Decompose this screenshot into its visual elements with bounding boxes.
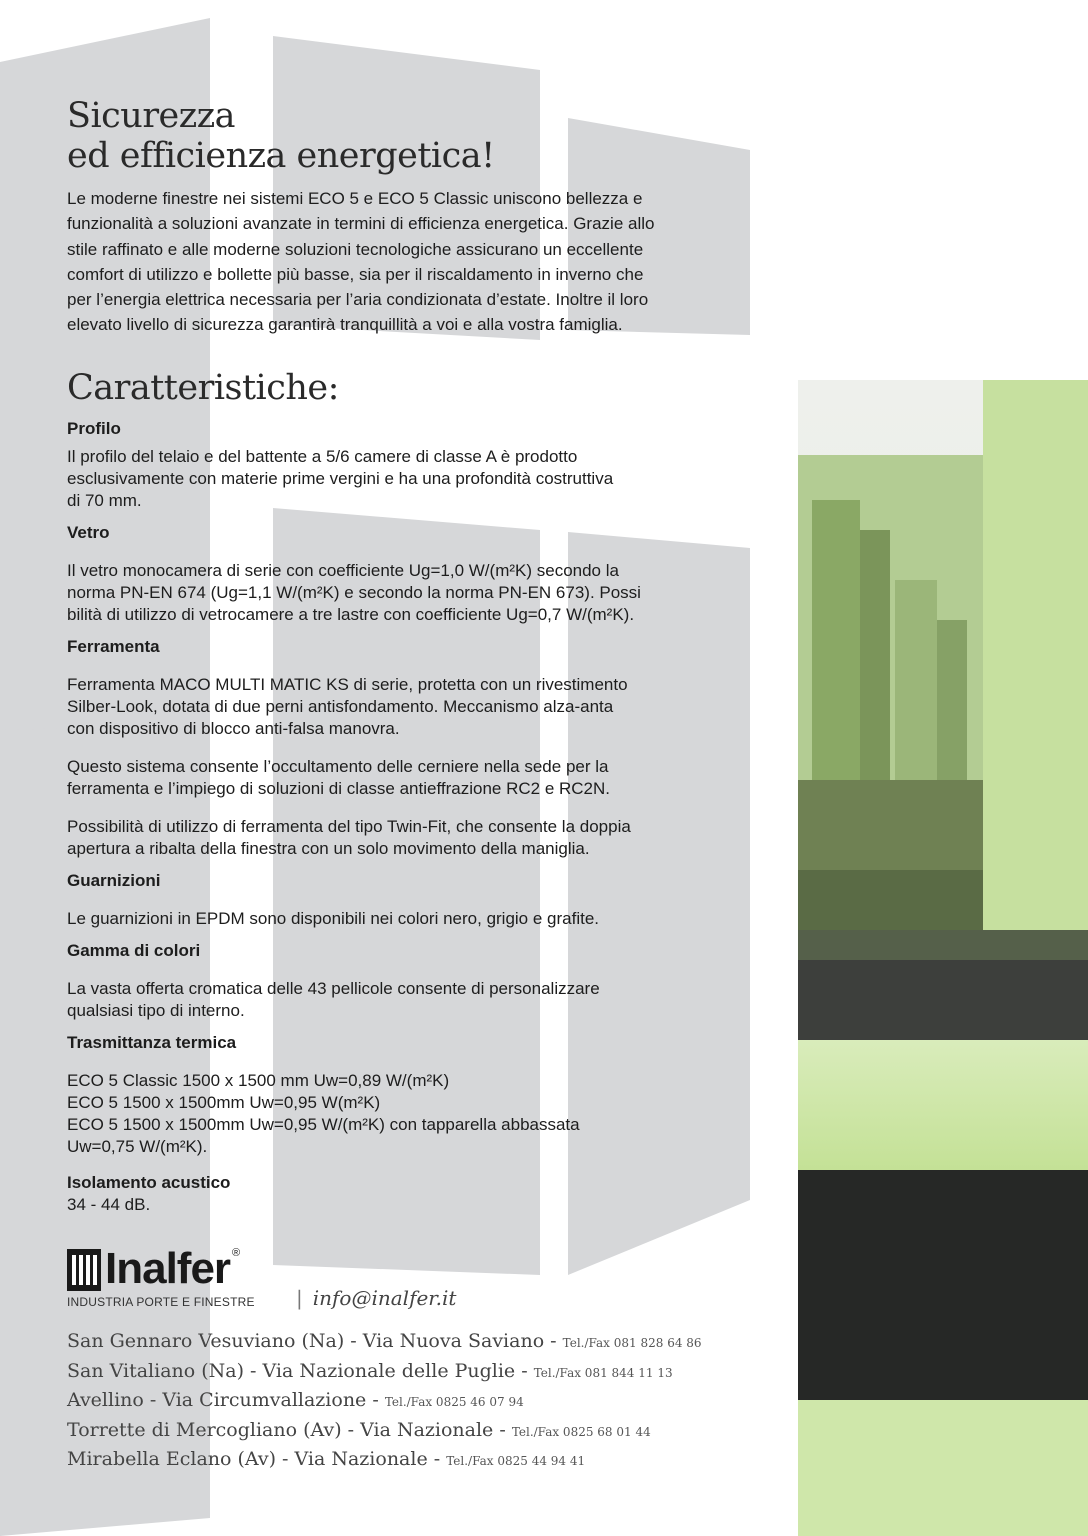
address-line bbox=[67, 1328, 702, 1358]
text-line: qualsiasi tipo di interno. bbox=[67, 1000, 245, 1020]
title-line-1: Sicurezza bbox=[67, 96, 236, 136]
logo-subtitle: INDUSTRIA PORTE E FINESTRE bbox=[67, 1295, 255, 1309]
page-title bbox=[67, 96, 767, 176]
section-title-vetro: Vetro bbox=[67, 522, 110, 542]
text-line: La vasta offerta cromatica delle 43 pellicole consente di personalizzare bbox=[67, 978, 600, 998]
address-line bbox=[67, 1387, 702, 1417]
ferramenta-text-2 bbox=[67, 756, 767, 800]
email-link[interactable]: info@inalfer.it bbox=[312, 1286, 457, 1310]
text-line: Questo sistema consente l’occultamento delle cerniere nella sede per la bbox=[67, 756, 609, 776]
text-line: apertura a ribalta della finestra con un solo movimento della maniglia. bbox=[67, 838, 590, 858]
guarnizioni-text bbox=[67, 908, 767, 930]
features-heading: Caratteristiche: bbox=[67, 367, 339, 408]
text-line: Il vetro monocamera di serie con coefficiente Ug=1,0 W/(m²K) secondo la bbox=[67, 560, 619, 580]
ferramenta-text-1 bbox=[67, 674, 767, 740]
title-line-2: ed efficienza energetica! bbox=[67, 136, 495, 176]
text-line: ECO 5 Classic 1500 x 1500 mm Uw=0,89 W/(m²K) bbox=[67, 1070, 450, 1090]
logo-name: Inalfer bbox=[105, 1244, 231, 1293]
intro-line: funzionalità a soluzioni avanzate in termini di efficienza energetica. Grazie allo bbox=[67, 214, 655, 234]
section-title-profilo: Profilo bbox=[67, 418, 121, 438]
address-place: San Gennaro Vesuviano (Na) - Via Nuova Saviano - bbox=[67, 1330, 557, 1352]
section-title-trasmittanza: Trasmittanza termica bbox=[67, 1032, 237, 1052]
address-place: Torrette di Mercogliano (Av) - Via Nazionale - bbox=[67, 1418, 506, 1441]
address-line bbox=[67, 1358, 702, 1388]
trasmittanza-text bbox=[67, 1070, 767, 1158]
address-line bbox=[67, 1417, 702, 1447]
text-line: con dispositivo di blocco anti-falsa manovra. bbox=[67, 718, 400, 738]
intro-paragraph bbox=[67, 186, 767, 338]
text-line: ferramenta e l’impiego di soluzioni di classe antieffrazione RC2 e RC2N. bbox=[67, 778, 611, 798]
interior-photo bbox=[798, 380, 1088, 1536]
address-phone: Tel./Fax 0825 46 07 94 bbox=[384, 1395, 524, 1409]
text-line: Il profilo del telaio e del battente a 5/6 camere di classe A è prodotto bbox=[67, 446, 578, 466]
address-phone: Tel./Fax 0825 68 01 44 bbox=[511, 1424, 651, 1439]
profilo-text bbox=[67, 446, 767, 512]
intro-line: stile raffinato e alle moderne soluzioni tecnologiche assicurano un eccellente bbox=[67, 239, 644, 259]
divider: | bbox=[296, 1286, 303, 1310]
address-list bbox=[67, 1328, 702, 1476]
text-line: ECO 5 1500 x 1500mm Uw=0,95 W/(m²K) con tapparella abbassata bbox=[67, 1114, 580, 1134]
section-title-ferramenta: Ferramenta bbox=[67, 636, 160, 656]
section-title-gamma: Gamma di colori bbox=[67, 940, 201, 960]
main-content bbox=[67, 96, 767, 1216]
section-title-isolamento: Isolamento acustico bbox=[67, 1172, 231, 1192]
logo-mark-icon bbox=[67, 1249, 101, 1291]
ferramenta-text-3 bbox=[67, 816, 767, 860]
text-line: norma PN-EN 674 (Ug=1,1 W/(m²K) e secondo la norma PN-EN 673). Possi bbox=[67, 582, 641, 602]
gamma-text bbox=[67, 978, 767, 1022]
intro-line: elevato livello di sicurezza garantirà tranquillità a voi e alla vostra famiglia. bbox=[67, 315, 623, 335]
text-line: bilità di utilizzo di vetrocamere a tre lastre con coefficiente Ug=0,7 W/(m²K). bbox=[67, 604, 635, 624]
text-line: esclusivamente con materie prime vergini e ha una profondità costruttiva bbox=[67, 468, 614, 488]
intro-line: per l’energia elettrica necessaria per l’aria condizionata d’estate. Inoltre il loro bbox=[67, 290, 649, 310]
contact-email[interactable] bbox=[296, 1286, 456, 1310]
address-phone: Tel./Fax 0825 44 94 41 bbox=[446, 1454, 586, 1468]
text-line: Uw=0,75 W/(m²K). bbox=[67, 1136, 208, 1156]
address-line bbox=[67, 1446, 702, 1476]
company-logo bbox=[67, 1244, 255, 1309]
text-line: Silber-Look, dotata di due perni antisfondamento. Meccanismo alza-anta bbox=[67, 696, 614, 716]
text-line: Le guarnizioni in EPDM sono disponibili nei colori nero, grigio e grafite. bbox=[67, 908, 600, 928]
address-place: Mirabella Eclano (Av) - Via Nazionale - bbox=[67, 1448, 441, 1470]
address-place: Avellino - Via Circumvallazione - bbox=[67, 1389, 379, 1411]
text-line: Ferramenta MACO MULTI MATIC KS di serie, protetta con un rivestimento bbox=[67, 674, 628, 694]
section-title-guarnizioni: Guarnizioni bbox=[67, 870, 161, 890]
isolamento-value: 34 - 44 dB. bbox=[67, 1194, 151, 1214]
address-phone: Tel./Fax 081 828 64 86 bbox=[562, 1336, 702, 1350]
text-line: Possibilità di utilizzo di ferramenta del tipo Twin-Fit, che consente la doppia bbox=[67, 816, 631, 836]
vetro-text bbox=[67, 560, 767, 626]
address-place: San Vitaliano (Na) - Via Nazionale delle Puglie - bbox=[67, 1359, 528, 1382]
registered-mark: ® bbox=[232, 1247, 241, 1259]
intro-line: comfort di utilizzo e bollette più basse, sia per il riscaldamento in inverno che bbox=[67, 264, 644, 284]
address-phone: Tel./Fax 081 844 11 13 bbox=[533, 1365, 673, 1380]
text-line: di 70 mm. bbox=[67, 490, 142, 510]
text-line: ECO 5 1500 x 1500mm Uw=0,95 W(m²K) bbox=[67, 1092, 381, 1112]
intro-line: Le moderne finestre nei sistemi ECO 5 e ECO 5 Classic uniscono bellezza e bbox=[67, 189, 643, 208]
